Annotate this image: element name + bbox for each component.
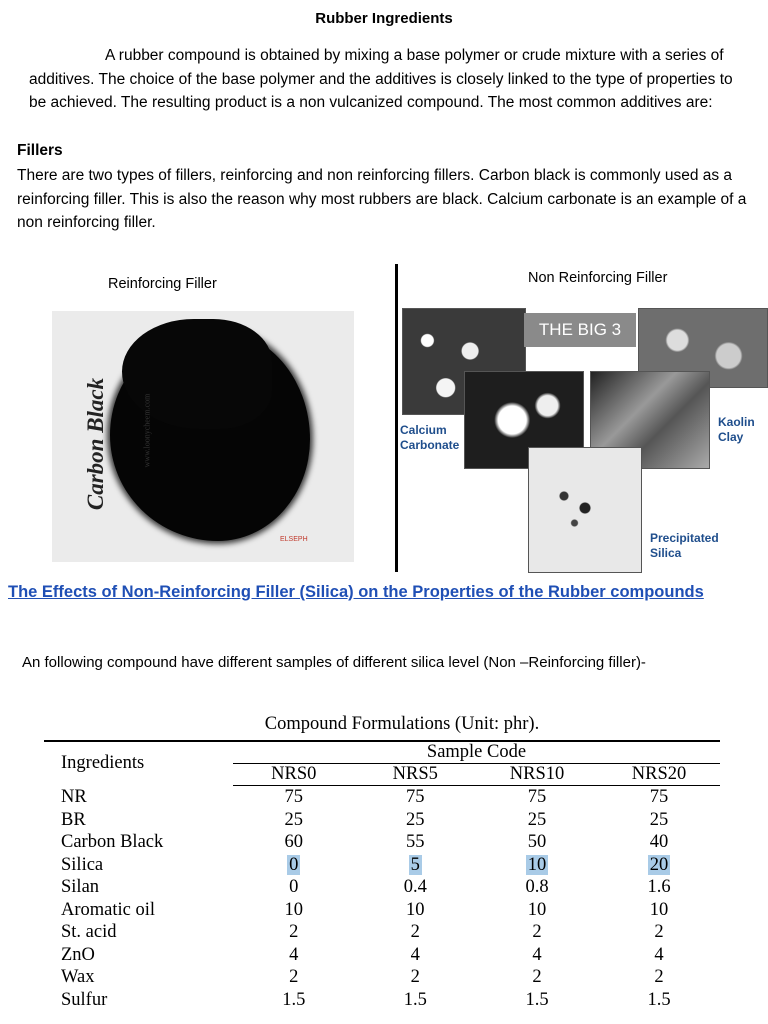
cell-value: 25 (527, 809, 547, 830)
table-cell (355, 854, 477, 877)
ingredient-name: ZnO (61, 944, 95, 965)
table-cell (476, 854, 598, 877)
cell-value: 2 (289, 922, 299, 942)
table-cell (355, 809, 477, 832)
cell-value: 4 (532, 944, 542, 965)
page-title: Rubber Ingredients (315, 10, 453, 27)
table-row (44, 989, 720, 1012)
cell-value: 0.4 (403, 877, 427, 897)
cell-value: 60 (284, 832, 303, 852)
cell-value: 4 (654, 944, 664, 965)
cell-value: 55 (406, 832, 425, 852)
carbon-black-url: www.loonycheem.com (142, 393, 152, 468)
table-cell (476, 876, 598, 899)
ingredient-name: Carbon Black (61, 832, 164, 852)
table-cell (355, 966, 477, 989)
ingredient-name: Sulfur (61, 989, 108, 1010)
table-cell (233, 989, 355, 1012)
cell-value: 1.6 (647, 877, 671, 897)
table-cell (476, 831, 598, 854)
table-cell (476, 989, 598, 1012)
table-row (44, 831, 720, 854)
ingredient-name: BR (61, 809, 86, 830)
cell-value: 50 (527, 832, 547, 852)
table-cell (233, 854, 355, 877)
table-row (44, 921, 720, 944)
cell-value: 4 (410, 944, 420, 965)
cell-value: 1.5 (403, 989, 427, 1010)
ingredient-name: Silan (61, 877, 100, 897)
table-cell (476, 899, 598, 922)
cell-value: 2 (654, 922, 664, 942)
table-cell (355, 989, 477, 1012)
table-row (44, 944, 720, 967)
table-cell (355, 944, 477, 967)
table-cell (598, 989, 720, 1012)
cell-value: 10 (284, 899, 303, 920)
table-cell (355, 876, 477, 899)
table-row (44, 966, 720, 989)
column-header: NRS0 (233, 764, 355, 786)
table-cell (476, 966, 598, 989)
section-heading-link[interactable]: The Effects of Non-Reinforcing Filler (Silica) on the Properties of the Rubber compounds (8, 583, 704, 601)
column-header: NRS5 (355, 764, 477, 786)
ingredients-header: Ingredients (44, 741, 233, 786)
cell-value: 1.5 (282, 989, 306, 1010)
table-cell (598, 944, 720, 967)
table-cell (233, 966, 355, 989)
calcium-carbonate-label: Calcium Carbonate (400, 423, 460, 452)
cell-value: 2 (410, 922, 420, 942)
cell-value: 25 (284, 809, 303, 830)
table-row (44, 786, 720, 809)
compound-formulations-table (44, 714, 720, 1011)
carbon-black-photo (52, 311, 354, 562)
ingredient-name: St. acid (61, 922, 117, 942)
cell-value: 10 (527, 899, 547, 920)
ingredient-name: Wax (61, 967, 95, 987)
sample-code-header: Sample Code (233, 741, 720, 764)
table-cell (233, 921, 355, 944)
cell-value: 2 (654, 967, 664, 987)
cell-value: 10 (406, 899, 425, 920)
fillers-heading: Fillers (17, 142, 63, 159)
cell-value: 2 (532, 922, 542, 942)
table-cell (476, 786, 598, 809)
table-cell (476, 921, 598, 944)
cell-value: 40 (649, 832, 669, 852)
precipitated-silica-label: Precipitated Silica (650, 531, 719, 560)
table-cell (233, 831, 355, 854)
column-header: NRS10 (476, 764, 598, 786)
cell-value: 5 (410, 854, 420, 875)
kaolin-clay-label: Kaolin Clay (718, 415, 755, 444)
table-cell (355, 831, 477, 854)
following-text: An following compound have different samples of different silica level (Non –Reinforcing filler)- (22, 654, 646, 671)
cell-value: 2 (410, 967, 420, 987)
table-cell (598, 809, 720, 832)
cell-value: 1.5 (647, 989, 671, 1010)
intro-paragraph: A rubber compound is obtained by mixing a base polymer or crude mixture with a series of additives. The choice of the base polymer and the additives is closely linked to the type of properties to be achieved. The resulting product is a non vulcanized compound. The most common additives are: (29, 47, 733, 111)
cell-value: 75 (284, 787, 303, 807)
cell-value: 20 (649, 854, 669, 875)
ingredient-name: NR (61, 786, 87, 807)
cell-value: 75 (649, 787, 669, 807)
table-cell (233, 876, 355, 899)
table-cell (598, 899, 720, 922)
cell-value: 1.5 (525, 989, 549, 1010)
table-row (44, 809, 720, 832)
table-cell (233, 786, 355, 809)
cell-value: 4 (289, 944, 299, 965)
big3-collage (400, 305, 766, 572)
table-row (44, 876, 720, 899)
table-row (44, 854, 720, 877)
table-cell (355, 921, 477, 944)
big3-title: THE BIG 3 (524, 313, 636, 347)
cell-value: 0.8 (525, 877, 549, 897)
cell-value: 75 (527, 787, 547, 807)
carbon-black-mark: ELSEPH (280, 536, 308, 543)
table-cell (476, 944, 598, 967)
non-reinforcing-filler-caption: Non Reinforcing Filler (528, 270, 668, 286)
cell-value: 10 (527, 854, 547, 875)
cell-value: 25 (649, 809, 669, 830)
carbon-black-label: Carbon Black (83, 377, 108, 511)
table-cell (233, 944, 355, 967)
column-header: NRS20 (598, 764, 720, 786)
cell-value: 0 (289, 854, 299, 875)
table-cell (598, 921, 720, 944)
cell-value: 10 (649, 899, 669, 920)
cell-value: 25 (406, 809, 425, 830)
reinforcing-filler-caption: Reinforcing Filler (108, 276, 217, 292)
cell-value: 0 (289, 877, 299, 897)
table-cell (598, 966, 720, 989)
table-cell (233, 809, 355, 832)
table-cell (355, 786, 477, 809)
figure-divider (395, 264, 398, 572)
table-cell (598, 831, 720, 854)
table-cell (598, 876, 720, 899)
table-cell (598, 786, 720, 809)
fillers-paragraph: There are two types of fillers, reinforcing and non reinforcing fillers. Carbon black is commonly used as a reinforcing filler. This is also the reason why most rubbers are black. Calcium carbonate is an example of a non reinforcing filler. (17, 167, 747, 231)
cell-value: 2 (532, 967, 542, 987)
ingredient-name: Silica (61, 854, 104, 875)
precipitated-silica-micrograph (528, 447, 642, 573)
table-caption: Compound Formulations (Unit: phr). (264, 714, 540, 734)
table-row (44, 899, 720, 922)
cell-value: 2 (289, 967, 299, 987)
cell-value: 75 (406, 787, 425, 807)
table-cell (355, 899, 477, 922)
ingredient-name: Aromatic oil (61, 899, 156, 920)
table-cell (233, 899, 355, 922)
table-cell (476, 809, 598, 832)
table-cell (598, 854, 720, 877)
